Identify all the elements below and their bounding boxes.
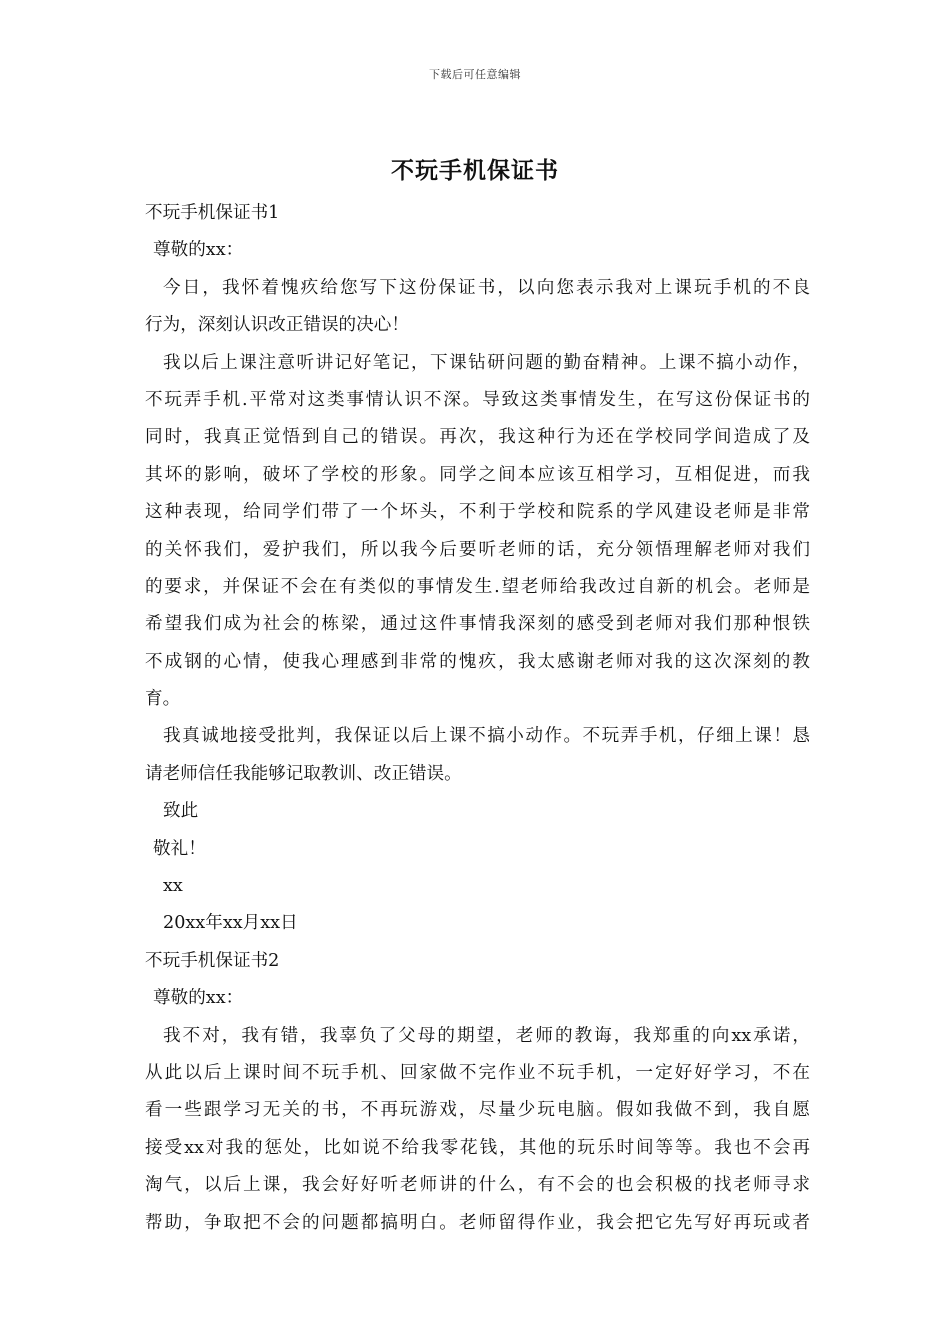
text-line: 看一些跟学习无关的书，不再玩游戏，尽量少玩电脑。假如我做不到，我自愿 — [145, 1100, 810, 1121]
text-line: 帮助，争取把不会的问题都搞明白。老师留得作业，我会把它先写好再玩或者 — [145, 1212, 810, 1233]
document-body — [145, 195, 810, 1242]
text-line: 请老师信任我能够记取教训、改正错误。 — [145, 763, 462, 784]
text-line: 希望我们成为社会的栋梁，通过这件事情我深刻的感受到老师对我们那种恨铁 — [145, 614, 810, 635]
text-line: 育。 — [145, 689, 181, 710]
text-line: 行为，深刻认识改正错误的决心！ — [145, 315, 409, 336]
text-line: 从此以后上课时间不玩手机、回家做不完作业不玩手机，一定好好学习，不在 — [145, 1062, 810, 1083]
text-line: 其坏的影响，破坏了学校的形象。同学之间本应该互相学习，互相促进，而我 — [145, 464, 810, 485]
text-line: 不成钢的心情，使我心理感到非常的愧疚，我太感谢老师对我的这次深刻的教 — [145, 651, 810, 672]
header-note: 下载后可任意编辑 — [429, 68, 521, 81]
text-line: 敬礼！ — [153, 838, 206, 859]
text-line: 我以后上课注意听讲记好笔记，下课钻研问题的勤奋精神。上课不搞小动作， — [163, 352, 810, 373]
text-line: 不玩手机保证书1 — [145, 203, 280, 223]
text-line: 的关怀我们，爱护我们，所以我今后要听老师的话，充分领悟理解老师对我们 — [145, 539, 810, 560]
text-line: 我不对，我有错，我辜负了父母的期望，老师的教诲，我郑重的向xx承诺， — [163, 1025, 810, 1046]
text-line: 这种表现，给同学们带了一个坏头，不利于学校和院系的学风建设老师是非常 — [145, 502, 810, 523]
text-line: 20xx年xx月xx日 — [163, 913, 298, 934]
text-line: 尊敬的xx： — [153, 240, 244, 261]
text-line: 淘气，以后上课，我会好好听老师讲的什么，有不会的也会积极的找老师寻求 — [145, 1175, 810, 1196]
text-line: 致此 — [163, 801, 199, 822]
text-line: 尊敬的xx： — [153, 988, 244, 1009]
document-title: 不玩手机保证书 — [391, 157, 559, 184]
text-line: 接受xx对我的惩处，比如说不给我零花钱，其他的玩乐时间等等。我也不会再 — [145, 1137, 810, 1158]
text-line: 不玩手机保证书2 — [145, 950, 280, 971]
text-line: 不玩弄手机.平常对这类事情认识不深。导致这类事情发生，在写这份保证书的 — [145, 389, 810, 410]
text-line: 今日，我怀着愧疚给您写下这份保证书，以向您表示我对上课玩手机的不良 — [163, 277, 810, 298]
text-line: 的要求，并保证不会在有类似的事情发生.望老师给我改过自新的机会。老师是 — [145, 576, 810, 597]
text-line: xx — [163, 876, 183, 897]
text-line: 同时，我真正觉悟到自己的错误。再次，我这种行为还在学校同学间造成了及 — [145, 427, 810, 448]
text-line: 我真诚地接受批判，我保证以后上课不搞小动作。不玩弄手机，仔细上课！恳 — [163, 726, 810, 747]
